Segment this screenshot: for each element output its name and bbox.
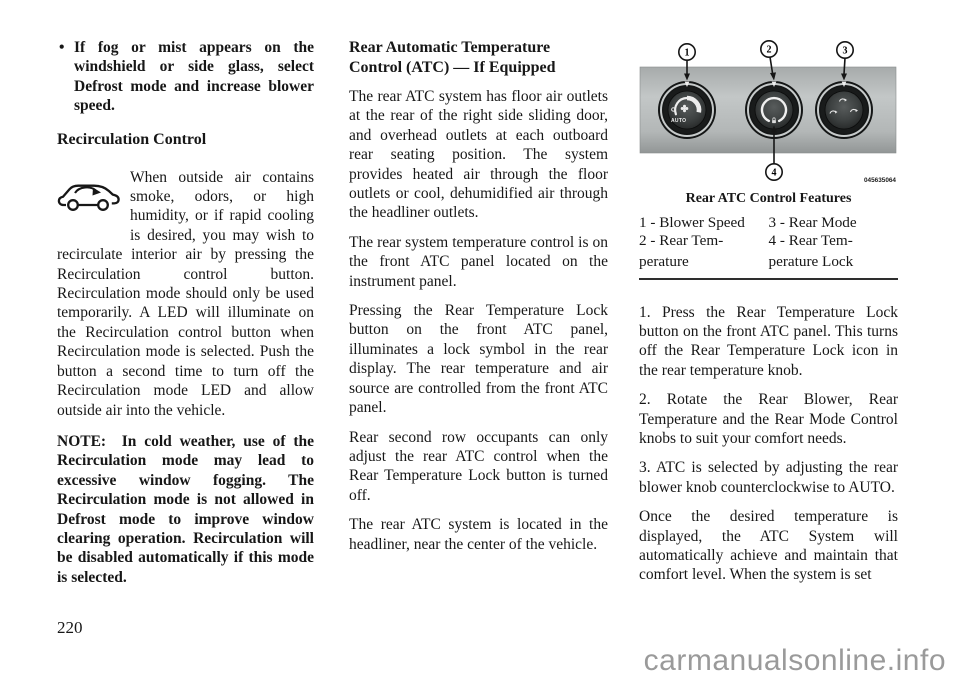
paragraph: Pressing the Rear Temperature Lock button on the front ATC panel, illuminates a lock symbol in the rear display. The rear temperature and air source are controlled from the front ATC panel. (349, 302, 608, 417)
legend-item: perature (639, 253, 689, 270)
step-paragraph: 3. ATC is selected by adjusting the rear blower knob counterclockwise to AUTO. (639, 459, 898, 496)
figure-legend (639, 214, 898, 280)
bullet-marker: • (59, 39, 65, 56)
paragraph: The rear ATC system has floor air outlets at the rear of the right side sliding door, and overhead outlets at each outboard rear seating position. The system provides heated air through the floor outlets or cool, dehumidified air through the headliner outlets. (349, 88, 608, 222)
rear-atc-panel-image (639, 40, 898, 186)
recirculation-control-heading: Recirculation Control (57, 130, 207, 148)
step-paragraph: 2. Rotate the Rear Blower, Rear Temperature and the Rear Mode Control knobs to suit your comfort needs. (639, 391, 898, 447)
step-paragraph: 1. Press the Rear Temperature Lock button on the front ATC panel. This turns off the Rear Temperature Lock icon in the rear temperature knob. (639, 303, 898, 379)
legend-item: perature Lock (768, 253, 854, 270)
callout-1-number: 1 (684, 47, 690, 59)
legend-item: 2 - Rear Tem- (639, 231, 724, 249)
rear-mode-knob[interactable] (815, 81, 873, 139)
callout-3-number: 3 (842, 45, 848, 57)
legend-item: 3 - Rear Mode (768, 214, 857, 231)
column-middle (349, 38, 608, 564)
paragraph: Rear second row occupants can only adjust the rear ATC control when the Rear Temperature Lock button is turned off. (349, 428, 608, 504)
column-right (639, 40, 898, 595)
recirculation-paragraph (57, 168, 314, 420)
callout-2-number: 2 (766, 44, 772, 56)
recirculation-car-icon (57, 170, 121, 216)
paragraph: The rear system temperature control is on the front ATC panel located on the instrument panel. (349, 233, 608, 290)
rear-atc-heading (349, 38, 608, 78)
paragraph: Once the desired temperature is displayed, the ATC System will automatically achieve and maintain that comfort level. When the system is set (639, 508, 898, 584)
figure-rear-atc-panel (639, 40, 898, 186)
page-number: 220 (57, 618, 83, 637)
note-paragraph (57, 432, 314, 587)
paragraph: The rear ATC system is located in the headliner, near the center of the vehicle. (349, 516, 608, 553)
legend-right-column (769, 214, 899, 271)
legend-item: 4 - Rear Tem- (768, 231, 853, 249)
callout-4-number: 4 (771, 167, 777, 179)
figure-code: 045635064 (864, 177, 896, 184)
legend-item: 1 - Blower Speed (639, 214, 745, 231)
column-left (57, 38, 314, 597)
auto-label: AUTO (671, 118, 687, 124)
note-label: NOTE: (57, 432, 107, 450)
bullet-text: If fog or mist appears on the windshield or side glass, select Defrost mode and increase blower speed. (74, 39, 314, 115)
bullet-item-defrost (57, 38, 314, 116)
rear-atc-heading-line1: Rear Automatic Temperature (349, 39, 551, 56)
recirculation-paragraph-text: When outside air contains smoke, odors, or high humidity, or if rapid cooling is desired, you may wish to recirculate interior air by pressing the Recirculation control button. Recirculation mode should only be used temporarily. A LED will illuminate on the Recirculation control button when Recirculation mode is selected. Push the button a second time to turn off the Recirculation mode LED and allow outside air into the vehicle. (57, 168, 314, 419)
watermark: carmanualsonline.info (643, 644, 946, 677)
figure-caption: Rear ATC Control Features (685, 191, 852, 206)
blower-speed-knob[interactable] (658, 81, 716, 139)
legend-left-column (639, 214, 769, 271)
note-text: In cold weather, use of the Recirculation mode may lead to excessive window fogging. The Recirculation mode is not allowed in Defrost mode to improve window clearing operation. Recirculation will be disabled automatically if this mode is selected. (57, 432, 314, 586)
rear-atc-heading-line2: Control (ATC) — If Equipped (349, 59, 556, 76)
